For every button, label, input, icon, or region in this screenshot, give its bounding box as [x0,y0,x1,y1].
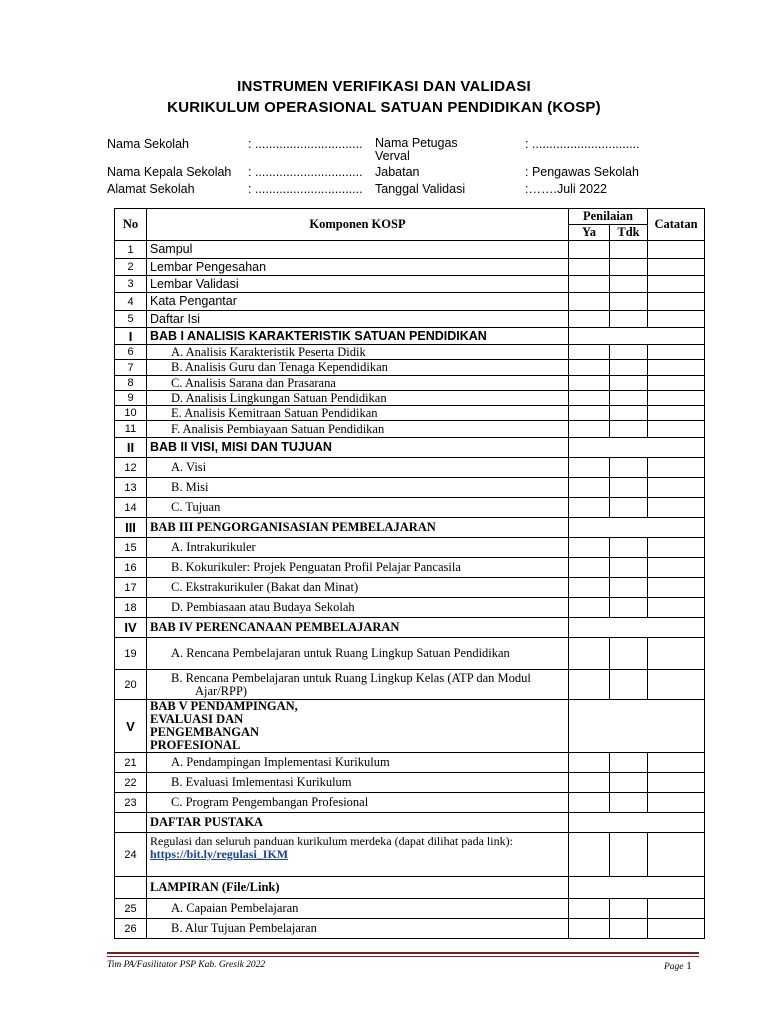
table-row [115,558,705,578]
catatan-cell[interactable] [648,293,705,311]
section-number: IV [115,618,147,638]
component-text: C. Tujuan [147,498,569,518]
ya-cell[interactable] [569,899,610,919]
table-row [115,376,705,391]
kosp-checklist-table [114,208,705,939]
row-number: 8 [115,376,147,391]
section-blank-cell [569,438,705,458]
tdk-cell[interactable] [610,558,648,578]
catatan-cell[interactable] [648,753,705,773]
tdk-cell[interactable] [610,376,648,391]
row-number: 13 [115,478,147,498]
table-row [115,421,705,438]
row-number: 26 [115,919,147,939]
tdk-cell[interactable] [610,259,648,276]
row-number: 12 [115,458,147,478]
ya-cell[interactable] [569,598,610,618]
component-text: B. Kokurikuler: Projek Penguatan Profil Pelajar Pancasila [147,558,569,578]
table-row [115,406,705,421]
tdk-cell[interactable] [610,753,648,773]
tdk-cell[interactable] [610,919,648,939]
table-row [115,919,705,939]
section-number: I [115,328,147,345]
row-number: 24 [115,833,147,877]
tdk-cell[interactable] [610,311,648,328]
ya-cell[interactable] [569,458,610,478]
tdk-cell[interactable] [610,578,648,598]
component-text: Sampul [147,241,569,259]
catatan-cell[interactable] [648,391,705,406]
row-number: 17 [115,578,147,598]
tdk-cell[interactable] [610,773,648,793]
nama-sekolah-label: Nama Sekolah [107,137,189,151]
tdk-cell[interactable] [610,833,648,877]
tdk-cell[interactable] [610,598,648,618]
table-row [115,793,705,813]
info-row-kepala-sekolah [107,165,667,182]
tdk-cell[interactable] [610,899,648,919]
component-text: Lembar Pengesahan [147,259,569,276]
section-blank-cell [569,328,705,345]
row-number: 18 [115,598,147,618]
table-row [115,391,705,406]
nama-petugas-value: : ............................... [525,137,640,151]
regulasi-text: Regulasi dan seluruh panduan kurikulum merdeka (dapat dilihat pada link): [150,834,513,848]
component-text [147,833,569,877]
school-info-block [107,137,667,199]
table-row [115,538,705,558]
document-title-line1: INSTRUMEN VERIFIKASI DAN VALIDASI [237,78,531,95]
ya-cell[interactable] [569,833,610,877]
catatan-cell[interactable] [648,598,705,618]
section-title: BAB III PENGORGANISASIAN PEMBELAJARAN [147,518,569,538]
catatan-cell[interactable] [648,345,705,360]
catatan-cell[interactable] [648,259,705,276]
row-number: 15 [115,538,147,558]
table-row [115,578,705,598]
catatan-cell[interactable] [648,833,705,877]
tdk-cell[interactable] [610,293,648,311]
table-row [115,753,705,773]
ya-cell[interactable] [569,670,610,700]
table-row [115,360,705,376]
header-komponen: Komponen KOSP [147,209,569,241]
ya-cell[interactable] [569,311,610,328]
row-number: 25 [115,899,147,919]
row-number: 3 [115,276,147,293]
section-title: BAB IV PERENCANAAN PEMBELAJARAN [147,618,569,638]
catatan-cell[interactable] [648,376,705,391]
catatan-cell[interactable] [648,421,705,438]
section-blank-cell [569,877,705,899]
component-text: A. Capaian Pembelajaran [147,899,569,919]
jabatan-label: Jabatan [375,165,420,179]
catatan-cell[interactable] [648,360,705,376]
section-row [115,438,705,458]
ya-cell[interactable] [569,360,610,376]
section-number [115,813,147,833]
ya-cell[interactable] [569,638,610,670]
section-row [115,518,705,538]
section-number: V [115,700,147,753]
section-title: BAB II VISI, MISI DAN TUJUAN [147,438,569,458]
component-text: E. Analisis Kemitraan Satuan Pendidikan [147,406,569,421]
ya-cell[interactable] [569,498,610,518]
component-text: Lembar Validasi [147,276,569,293]
row-number: 23 [115,793,147,813]
regulasi-link[interactable]: https://bit.ly/regulasi_IKM [150,847,289,861]
row-number: 10 [115,406,147,421]
alamat-sekolah-label: Alamat Sekolah [107,182,195,196]
row-number: 7 [115,360,147,376]
row-number: 21 [115,753,147,773]
catatan-cell[interactable] [648,498,705,518]
info-row-alamat [107,182,667,199]
row-number: 11 [115,421,147,438]
component-text: C. Ekstrakurikuler (Bakat dan Minat) [147,578,569,598]
row-number: 5 [115,311,147,328]
table-row [115,276,705,293]
row-number: 16 [115,558,147,578]
catatan-cell[interactable] [648,478,705,498]
tdk-cell[interactable] [610,670,648,700]
table-row [115,259,705,276]
tdk-cell[interactable] [610,360,648,376]
tanggal-validasi-label: Tanggal Validasi [375,182,466,196]
section-row [115,813,705,833]
section-row [115,877,705,899]
table-row [115,293,705,311]
header-no: No [115,209,147,241]
section-number: II [115,438,147,458]
table-row [115,833,705,877]
page-number [664,960,692,972]
ya-cell[interactable] [569,293,610,311]
info-row-nama-sekolah [107,137,667,165]
section-row [115,328,705,345]
header-ya: Ya [569,225,610,241]
tdk-cell[interactable] [610,498,648,518]
component-text: A. Intrakurikuler [147,538,569,558]
tdk-cell[interactable] [610,638,648,670]
row-number: 1 [115,241,147,259]
footer-divider-thin [107,956,699,957]
row-number: 9 [115,391,147,406]
ya-cell[interactable] [569,421,610,438]
table-row [115,458,705,478]
catatan-cell[interactable] [648,899,705,919]
row-number: 14 [115,498,147,518]
table-row [115,598,705,618]
section-row [115,618,705,638]
catatan-cell[interactable] [648,919,705,939]
tdk-cell[interactable] [610,478,648,498]
catatan-cell[interactable] [648,773,705,793]
document-title-line2: KURIKULUM OPERASIONAL SATUAN PENDIDIKAN (KOSP) [167,99,601,116]
alamat-sekolah-value: : ............................... [248,182,363,196]
row-number: 6 [115,345,147,360]
ya-cell[interactable] [569,773,610,793]
footer-divider [107,952,699,954]
table-row [115,899,705,919]
kepala-sekolah-value: : ............................... [248,165,363,179]
header-catatan: Catatan [648,209,705,241]
tdk-cell[interactable] [610,391,648,406]
ya-cell[interactable] [569,391,610,406]
component-text: A. Analisis Karakteristik Peserta Didik [147,345,569,360]
tanggal-validasi-value: :…….Juli 2022 [525,182,607,196]
component-text: B. Alur Tujuan Pembelajaran [147,919,569,939]
component-text: Kata Pengantar [147,293,569,311]
catatan-cell[interactable] [648,670,705,700]
row-number: 22 [115,773,147,793]
table-row [115,241,705,259]
catatan-cell[interactable] [648,311,705,328]
row-number: 2 [115,259,147,276]
component-text: C. Program Pengembangan Profesional [147,793,569,813]
ya-cell[interactable] [569,345,610,360]
ya-cell[interactable] [569,578,610,598]
component-text: D. Analisis Lingkungan Satuan Pendidikan [147,391,569,406]
component-text: A. Rencana Pembelajaran untuk Ruang Lingkup Satuan Pendidikan [147,638,569,670]
ya-cell[interactable] [569,919,610,939]
tdk-cell[interactable] [610,458,648,478]
ya-cell[interactable] [569,538,610,558]
tdk-cell[interactable] [610,241,648,259]
page-number-value: 1 [686,960,692,972]
ya-cell[interactable] [569,753,610,773]
row-number: 4 [115,293,147,311]
ya-cell[interactable] [569,406,610,421]
tdk-cell[interactable] [610,276,648,293]
component-text: F. Analisis Pembiayaan Satuan Pendidikan [147,421,569,438]
tdk-cell[interactable] [610,406,648,421]
catatan-cell[interactable] [648,406,705,421]
page-label: Page [664,962,684,972]
section-blank-cell [569,700,705,753]
nama-sekolah-value: : ............................... [248,137,363,151]
ya-cell[interactable] [569,376,610,391]
row-number: 20 [115,670,147,700]
header-tdk: Tdk [610,225,648,241]
component-text: D. Pembiasaan atau Budaya Sekolah [147,598,569,618]
section-blank-cell [569,618,705,638]
ya-cell[interactable] [569,478,610,498]
table-row [115,670,705,700]
row-number: 19 [115,638,147,670]
table-row [115,498,705,518]
catatan-cell[interactable] [648,793,705,813]
jabatan-value: : Pengawas Sekolah [525,165,639,179]
table-row [115,345,705,360]
section-title: BAB I ANALISIS KARAKTERISTIK SATUAN PENDIDIKAN [147,328,569,345]
ya-cell[interactable] [569,276,610,293]
table-row [115,311,705,328]
kepala-sekolah-label: Nama Kepala Sekolah [107,165,232,179]
nama-petugas-label: Nama Petugas Verval [375,136,458,163]
tdk-cell[interactable] [610,345,648,360]
component-text: B. Rencana Pembelajaran untuk Ruang Lingkup Kelas (ATP dan Modul Ajar/RPP) [147,670,569,700]
component-text: B. Misi [147,478,569,498]
catatan-cell[interactable] [648,638,705,670]
component-text: B. Evaluasi Imlementasi Kurikulum [147,773,569,793]
catatan-cell[interactable] [648,458,705,478]
ya-cell[interactable] [569,259,610,276]
footer-credit: Tim PA/Fasilitator PSP Kab. Gresik 2022 [107,960,266,970]
ya-cell[interactable] [569,241,610,259]
catatan-cell[interactable] [648,241,705,259]
component-text: Daftar Isi [147,311,569,328]
component-text: A. Pendampingan Implementasi Kurikulum [147,753,569,773]
section-title: BAB V PENDAMPINGAN, EVALUASI DAN PENGEMBANGAN PROFESIONAL [147,700,569,753]
section-title: DAFTAR PUSTAKA [147,813,569,833]
component-text: A. Visi [147,458,569,478]
section-row [115,700,705,753]
catatan-cell[interactable] [648,578,705,598]
section-blank-cell [569,813,705,833]
tdk-cell[interactable] [610,538,648,558]
ya-cell[interactable] [569,558,610,578]
table-row [115,773,705,793]
component-text: C. Analisis Sarana dan Prasarana [147,376,569,391]
section-number: III [115,518,147,538]
table-row [115,478,705,498]
catatan-cell[interactable] [648,276,705,293]
section-number [115,877,147,899]
catatan-cell[interactable] [648,538,705,558]
tdk-cell[interactable] [610,421,648,438]
section-title: LAMPIRAN (File/Link) [147,877,569,899]
catatan-cell[interactable] [648,558,705,578]
table-row [115,638,705,670]
section-blank-cell [569,518,705,538]
ya-cell[interactable] [569,793,610,813]
component-text: B. Analisis Guru dan Tenaga Kependidikan [147,360,569,376]
tdk-cell[interactable] [610,793,648,813]
header-penilaian: Penilaian [569,209,648,225]
